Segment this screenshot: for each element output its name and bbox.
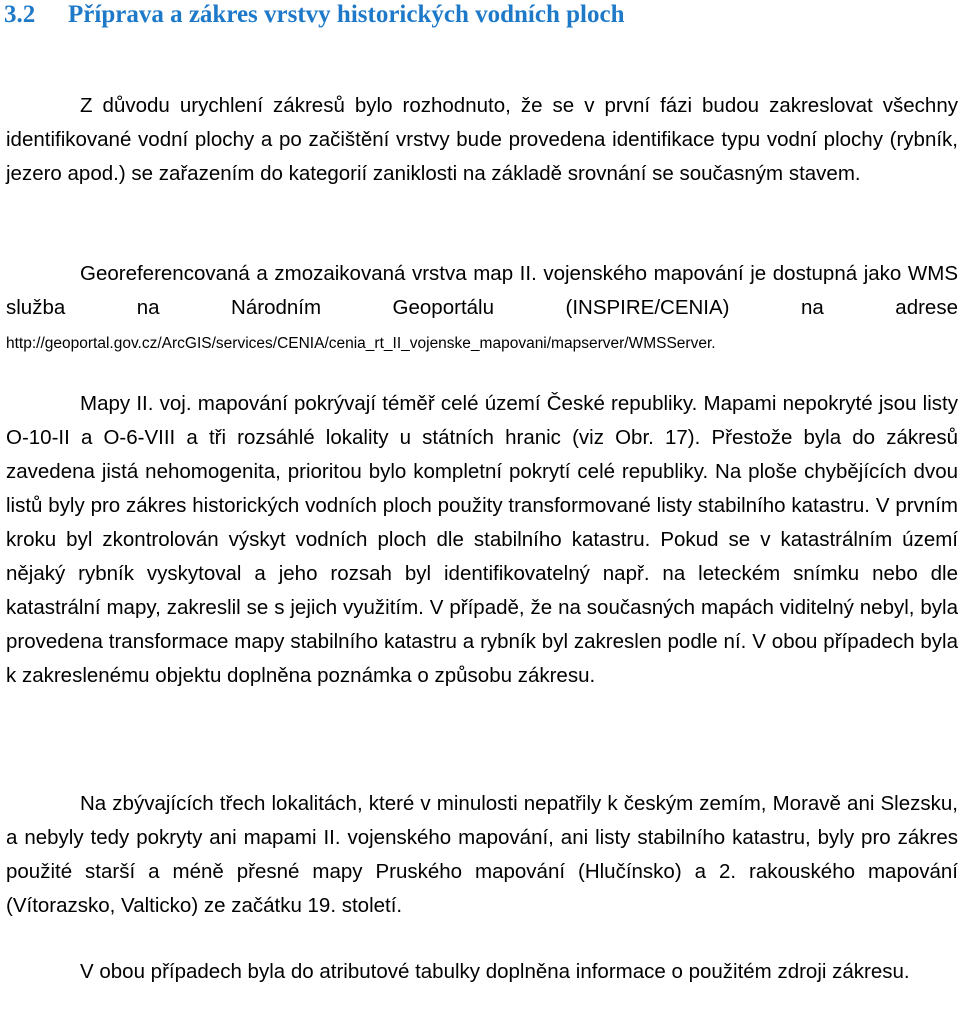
wms-url-link[interactable]: http://geoportal.gov.cz/ArcGIS/services/CENIA/cenia_rt_II_vojenske_mapovani/mapserver/WMSServer.	[6, 335, 716, 352]
paragraph-wms-text: Georeferencovaná a zmozaikovaná vrstva map II. vojenského mapování je dostupná jako WMS služba na Národním Geoportálu (INSPIRE/CENIA) na adrese	[6, 262, 958, 319]
paragraph-zbyvajici-lokality: Na zbývajících třech lokalitách, které v minulosti nepatřily k českým zemím, Moravě ani Slezsku, a nebyly tedy pokryty ani mapami II. vojenského mapování, ani listy stabilního katastru, byly pro zákres použité starší a méně přesné mapy Pruského mapování (Hlučínsko) a 2. rakouského mapování (Vítorazsko, Valticko) ze začátku 19. století.	[6, 792, 958, 917]
paragraph-atributova-tabulka: V obou případech byla do atributové tabulky doplněna informace o použitém zdroji zákresu.	[80, 960, 910, 983]
section-number: 3.2	[4, 1, 36, 28]
section-heading	[4, 0, 624, 30]
paragraph-pokryti-map: Mapy II. voj. mapování pokrývají téměř celé území České republiky. Mapami nepokryté jsou listy O-10-II a O-6-VIII a tři rozsáhlé lokality u státních hranic (viz Obr. 17). Přestože byla do zákresů zavedena jistá nehomogenita, prioritou bylo kompletní pokrytí celé republiky. Na ploše chybějících dvou listů byly pro zákres historických vodních ploch použity transformované listy stabilního katastru. V prvním kroku byl zkontrolován výskyt vodních ploch dle stabilního katastru. Pokud se v katastrálním území nějaký rybník vyskytoval a jeho rozsah byl identifikovatelný např. na leteckém snímku nebo dle katastrální mapy, zakreslil se s jejich využitím. V případě, že na současných mapách viditelný nebyl, byla provedena transformace mapy stabilního katastru a rybník byl zakreslen podle ní. V obou případech byla k zakreslenému objektu doplněna poznámka o způsobu zákresu.	[6, 392, 958, 687]
section-title: Příprava a zákres vrstvy historických vodních ploch	[68, 1, 625, 28]
paragraph-zakres-urychleni: Z důvodu urychlení zákresů bylo rozhodnuto, že se v první fázi budou zakreslovat všechny identifikované vodní plochy a po začištění vrstvy bude provedena identifikace typu vodní plochy (rybník, jezero apod.) se zařazením do kategorií zaniklosti na základě srovnání se současným stavem.	[6, 94, 958, 185]
paragraph-wms-sluzba	[6, 257, 958, 361]
